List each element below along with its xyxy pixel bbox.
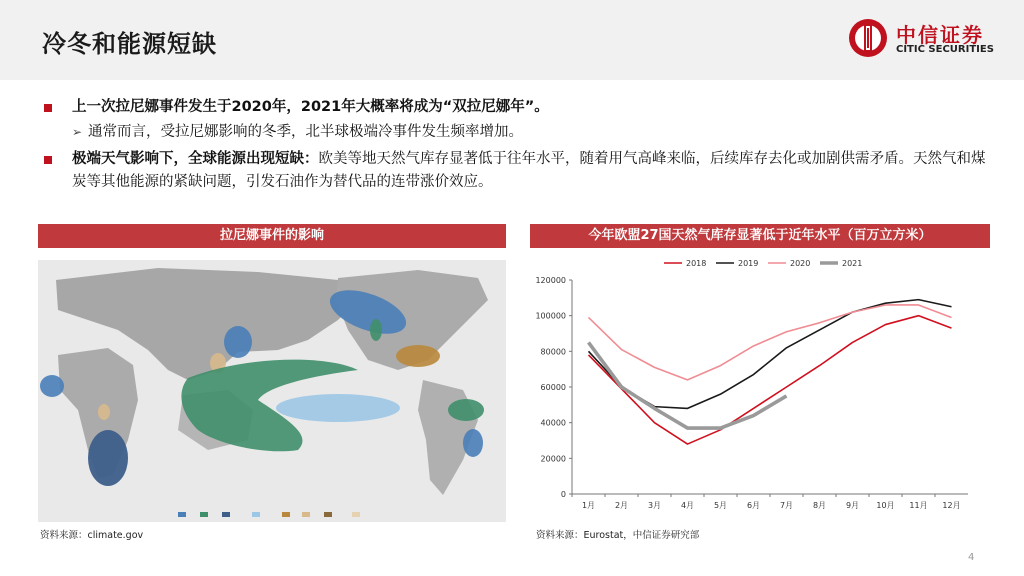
x-tick-label: 1月	[581, 501, 596, 510]
x-tick-label: 7月	[779, 501, 794, 510]
page-title: 冷冬和能源短缺	[42, 30, 217, 58]
x-tick-label: 10月	[876, 501, 895, 510]
citic-logo-icon	[848, 18, 888, 58]
la-nina-world-map	[38, 260, 506, 522]
series-line-2019	[589, 300, 952, 409]
citic-logo	[848, 18, 998, 62]
bullet-square-icon	[44, 104, 52, 112]
left-panel-source: 资料来源：climate.gov	[40, 530, 144, 541]
x-tick-label: 9月	[845, 501, 860, 510]
y-tick-label: 40000	[540, 418, 566, 428]
right-panel-header: 今年欧盟27国天然气库存显著低于近年水平（百万立方米）	[530, 224, 990, 248]
sub-bullet-item	[44, 121, 994, 144]
legend-label: 2021	[842, 259, 863, 268]
legend-label: 2018	[686, 259, 707, 268]
y-tick-label: 100000	[535, 311, 566, 321]
bullet-item	[44, 96, 994, 119]
y-tick-label: 60000	[540, 383, 566, 392]
legend-label: 2020	[790, 259, 811, 268]
x-tick-label: 3月	[647, 501, 662, 510]
x-tick-label: 12月	[942, 501, 961, 510]
gas-storage-line-chart	[530, 252, 990, 522]
right-panel-source: 资料来源：Eurostat，中信证券研究部	[536, 530, 700, 541]
y-tick-label: 0	[560, 490, 566, 499]
series-line-2020	[589, 305, 952, 380]
bullet-item	[44, 148, 994, 194]
x-tick-label: 6月	[746, 501, 761, 510]
series-line-2018	[589, 316, 952, 444]
y-tick-label: 20000	[540, 454, 566, 464]
world-map-image	[38, 260, 506, 522]
x-tick-label: 5月	[713, 501, 728, 510]
sub-bullet-text: 通常而言，受拉尼娜影响的冬季，北半球极端冷事件发生频率增加。	[88, 124, 523, 140]
bullet-list	[44, 96, 994, 194]
y-tick-label: 80000	[540, 347, 566, 357]
x-tick-label: 2月	[614, 501, 629, 510]
x-tick-label: 8月	[812, 501, 827, 510]
bullet-bold-text: 上一次拉尼娜事件发生于2020年，2021年大概率将成为“双拉尼娜年”。	[72, 99, 549, 115]
bullet-square-icon	[44, 156, 52, 164]
header-bar	[0, 0, 1024, 80]
bullet-text: 欧美等地天然气库存显著低于往年水平，随着用气高峰来临，后续库存去化或加剧供需矛盾。天然气和煤炭等其他能源的紧缺问题，引发石油作为替代品的连带涨价效应。	[72, 151, 986, 190]
left-panel-header: 拉尼娜事件的影响	[38, 224, 506, 248]
bullet-bold-text: 极端天气影响下，全球能源出现短缺：	[72, 151, 319, 167]
logo-text-cn: 中信证券	[896, 23, 984, 47]
logo-text-en: CITIC SECURITIES	[896, 44, 994, 55]
page-number: 4	[968, 552, 975, 563]
y-tick-label: 120000	[535, 276, 566, 285]
x-tick-label: 11月	[909, 501, 928, 510]
arrow-right-icon: ➢	[72, 125, 83, 139]
x-tick-label: 4月	[680, 501, 695, 510]
legend-label: 2019	[738, 259, 759, 268]
series-line-2021	[589, 342, 787, 428]
